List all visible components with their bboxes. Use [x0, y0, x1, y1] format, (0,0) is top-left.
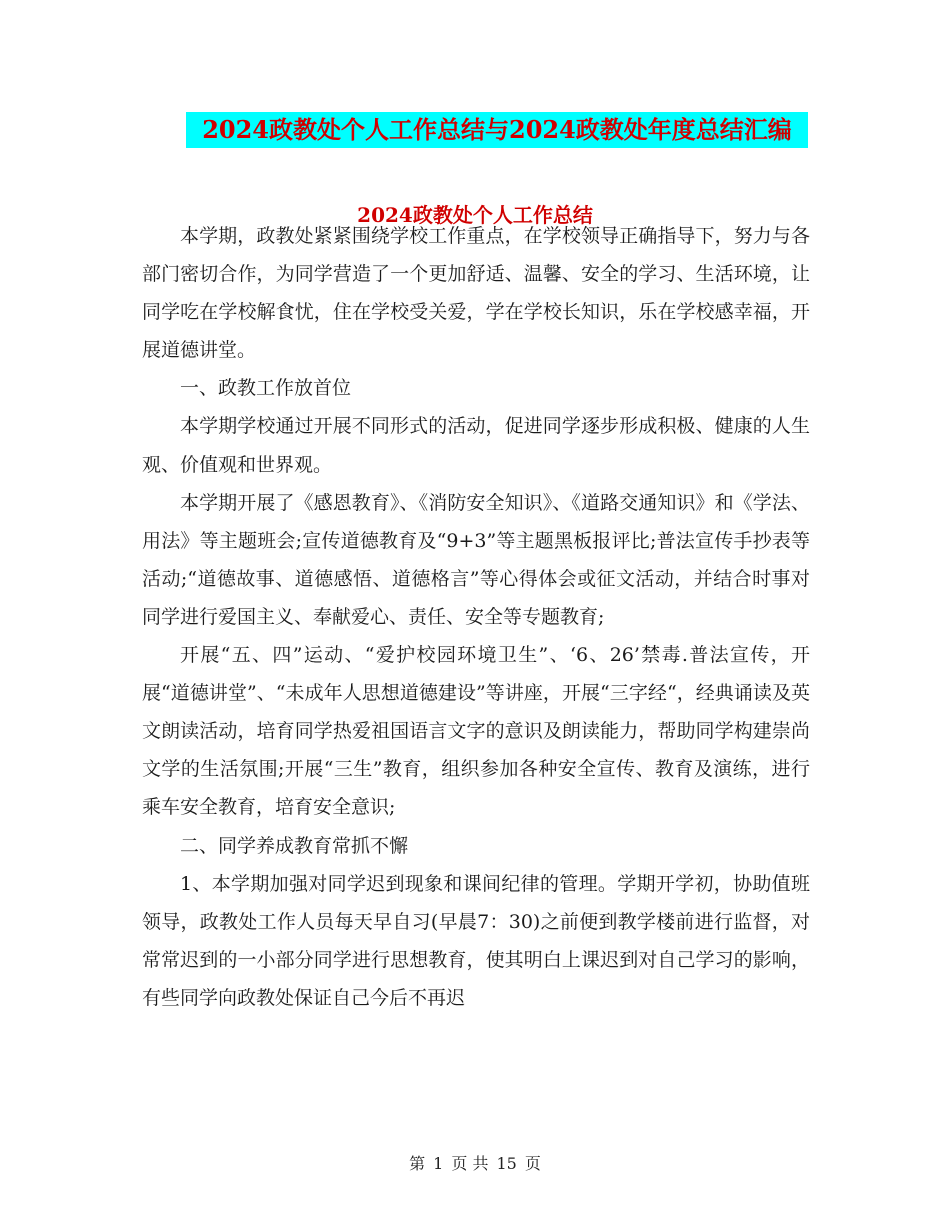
heading-section-1: 一、政教工作放首位 — [180, 377, 352, 400]
paragraph-intro: 本学期，政教处紧紧围绕学校工作重点，在学校领导正确指导下，努力与各部门密切合作，为同学营造了一个更加舒适、温馨、安全的学习、生活环境，让同学吃在学校解食忧，住在学校受关爱，学在学校长知识，乐在学校感幸福，开展道德讲堂。 — [142, 225, 810, 362]
footer-suffix: 页 — [524, 1154, 541, 1173]
footer-current-page: 1 — [433, 1154, 444, 1173]
document-section-title: 2024政教处个人工作总结 — [357, 203, 593, 227]
paragraph-section-1-events: 开展“五、四”运动、“爱护校园环境卫生”、‘6、26’禁毒.普法宣传，开展“道德讲堂”、“未成年人思想道德建设”等讲座，开展“三字经“，经典诵读及英文朗读活动，培育同学热爱祖国语言文字的意识及朗读能力，帮助同学构建崇尚文学的生活氛围;开展“三生”教育，组织参加各种安全宣传、教育及演练，进行乘车安全教育，培育安全意识; — [142, 644, 810, 819]
paragraph-section-1-activities: 本学期开展了《感恩教育》、《消防安全知识》、《道路交通知识》和《学法、用法》等主题班会;宣传道德教育及“9+3”等主题黑板报评比;普法宣传手抄表等活动;“道德故事、道德感悟、道德格言”等心得体会或征文活动，并结合时事对同学进行爱国主义、奉献爱心、责任、安全等专题教育; — [142, 491, 810, 628]
document-body — [142, 217, 810, 1017]
footer-total-pages: 15 — [496, 1154, 517, 1173]
page-footer — [0, 1152, 950, 1176]
document-main-title: 2024政教处个人工作总结与2024政教处年度总结汇编 — [186, 112, 808, 148]
paragraph-section-2-item-1: 1、本学期加强对同学迟到现象和课间纪律的管理。学期开学初，协助值班领导，政教处工作人员每天早自习(早晨7：30)之前便到教学楼前进行监督，对常常迟到的一小部分同学进行思想教育，使其明白上课迟到对自己学习的影响，有些同学向政教处保证自己今后不再迟 — [142, 872, 810, 1009]
footer-prefix: 第 — [409, 1154, 426, 1173]
footer-middle: 页 共 — [451, 1154, 489, 1173]
paragraph-section-1-intro: 本学期学校通过开展不同形式的活动，促进同学逐步形成积极、健康的人生观、价值观和世界观。 — [142, 415, 810, 476]
heading-section-2: 二、同学养成教育常抓不懈 — [180, 834, 409, 857]
